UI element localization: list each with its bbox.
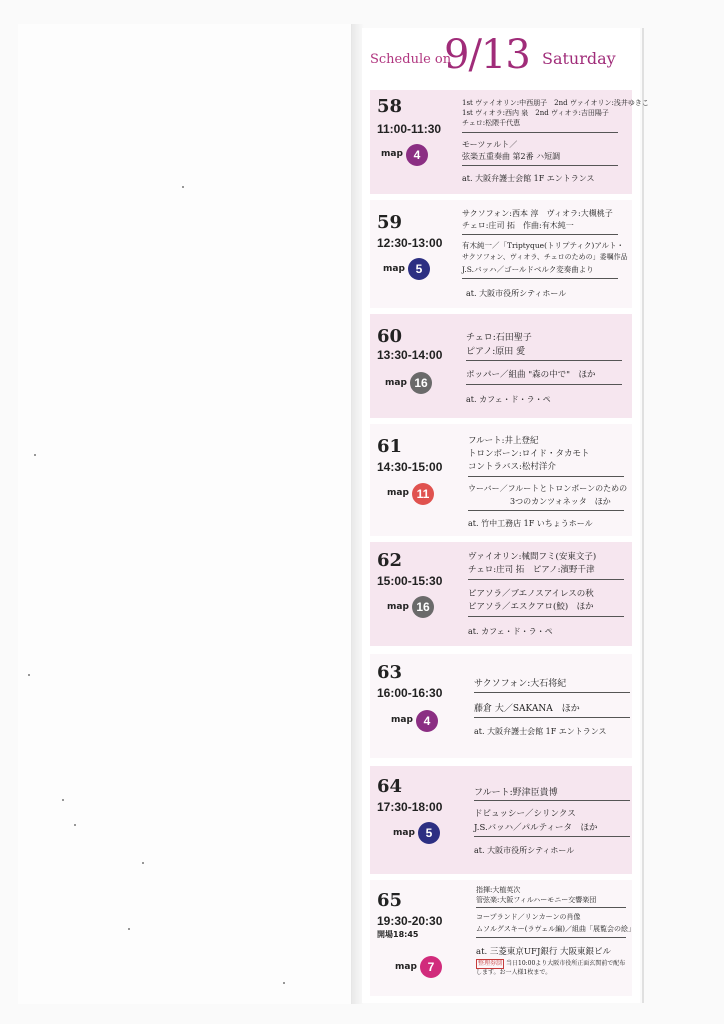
event-card [370,424,632,536]
event-number: 63 [377,662,403,683]
event-card [370,314,632,418]
performer-line: ヴァイオリン:械間フミ(安東文子) [468,552,597,562]
doors-open: 開場18:45 [377,930,419,939]
performer-line: チェロ:庄司 拓 ピアノ:濱野千津 [468,565,595,575]
ticket-note [476,959,625,977]
scan-speck [28,674,30,676]
performer-line: フルート:野津臣貴博 [474,788,558,798]
event-card [370,766,632,874]
divider [474,800,630,801]
divider [474,692,630,693]
divider [474,717,630,718]
map-badge[interactable]: 5 [418,822,440,844]
program-line: 弦楽五重奏曲 第2番 ハ短調 [462,152,561,161]
venue: at. 大阪弁護士会館 1F エントランス [462,174,595,183]
venue: at. 三菱東京UFJ銀行 大阪東銀ビル [476,947,612,957]
performer-line: 1st ヴィオラ:西内 泉 2nd ヴィオラ:吉田陽子 [462,109,609,117]
scan-speck [142,862,144,864]
divider [468,616,624,617]
program-line: 3つのカンツォネッタ ほか [510,497,611,506]
event-number: 61 [377,436,403,457]
scan-speck [62,799,64,801]
divider [476,907,626,908]
event-time: 11:00-11:30 [377,122,442,136]
divider [476,937,626,938]
divider [466,360,622,361]
program-line: ウーバー／フルートとトロンボーンのための [468,484,628,493]
performer-line: チェロ:庄司 拓 作曲:有木純一 [462,221,574,230]
performer-line: トロンボーン:ロイド・タカモト [468,449,590,459]
event-number: 60 [377,326,403,347]
map-badge[interactable]: 16 [412,596,434,618]
program-line: 藤倉 大／SAKANA ほか [474,704,580,714]
map-label: map [395,962,417,972]
venue: at. カフェ・ド・ラ・ペ [466,395,551,404]
ticket-stamp: 整理券制 [478,960,503,967]
performer-line: 1st ヴァイオリン:中西朋子 2nd ヴァイオリン:浅井ゆきこ [462,99,649,107]
divider [462,234,618,235]
event-time: 17:30-18:00 [377,800,443,814]
event-card [370,542,632,646]
event-card [370,200,632,308]
map-badge[interactable]: 4 [406,144,428,166]
schedule-label: Schedule on [370,52,452,67]
scan-speck [74,824,76,826]
event-time: 16:00-16:30 [377,686,443,700]
program-line: ドビュッシー／シリンクス [474,809,576,819]
program-line: J.S.バッハ／パルティータ ほか [474,823,598,833]
program-line: J.S.バッハ／ゴールドベルク変奏曲より [462,265,594,274]
event-time: 12:30-13:00 [377,236,443,250]
program-line: ピアソラ／ブエノスアイレスの秋 [468,589,594,599]
divider [466,384,622,385]
event-card [370,654,632,758]
program-line: モーツァルト／ [462,140,518,149]
performer-line: チェロ:松隈千代恵 [462,119,521,127]
venue: at. 大阪市役所シティホール [466,289,567,298]
divider [468,510,624,511]
scan-speck [283,982,285,984]
program-line: サクソフォン、ヴィオラ、チェロのための」委嘱作品 [462,253,628,261]
map-label: map [383,264,405,274]
ticket-note-line: します。お一人様1枚まで。 [476,969,552,976]
event-number: 64 [377,776,403,797]
map-label: map [391,715,413,725]
scan-speck [182,186,184,188]
map-label: map [393,828,415,838]
map-badge[interactable]: 4 [416,710,438,732]
scan-speck [128,928,130,930]
map-label: map [381,149,403,159]
divider [462,132,618,133]
map-label: map [387,602,409,612]
ticket-note-line: 当日10:00より大阪市役所正面玄関前で配布 [506,960,626,967]
divider [468,476,624,477]
divider [462,165,618,166]
divider [468,579,624,580]
performer-line: コントラバス:松村洋介 [468,462,556,472]
event-time: 19:30-20:30 [377,914,443,928]
left-page [18,24,352,1004]
divider [462,278,618,279]
performer-line: サクソフォン:西本 淳 ヴィオラ:大槻桃子 [462,209,613,218]
strip-edge [642,28,644,1003]
schedule-weekday: Saturday [542,49,616,68]
event-number: 65 [377,890,403,911]
event-number: 62 [377,550,403,571]
map-badge[interactable]: 16 [410,372,432,394]
performer-line: サクソフォン:大石将紀 [474,679,567,689]
program-line: ムソルグスキー(ラヴェル編)／組曲「展覧会の絵」 [476,925,635,933]
event-number: 59 [377,212,403,233]
performer-line: チェロ:石田聖子 [466,333,532,343]
divider [474,836,630,837]
map-badge[interactable]: 11 [412,483,434,505]
performer-line: フルート:井上登紀 [468,436,539,446]
venue: at. 大阪市役所シティホール [474,846,575,855]
map-badge[interactable]: 7 [420,956,442,978]
event-time: 15:00-15:30 [377,574,443,588]
schedule-date: 9/13 [444,32,530,78]
program-line: コープランド／リンカーンの肖像 [476,913,581,921]
program-line: ピアソラ／エスクアロ(鮫) ほか [468,602,594,612]
map-badge[interactable]: 5 [408,258,430,280]
scan-speck [34,454,36,456]
venue: at. カフェ・ド・ラ・ペ [468,627,553,636]
performer-line: 管弦楽:大阪フィルハーモニー交響楽団 [476,896,597,904]
schedule-header [370,32,630,86]
venue: at. 竹中工務店 1F いちょうホール [468,519,593,528]
performer-line: 指揮:大植英次 [476,886,521,894]
event-number: 58 [377,96,403,117]
map-label: map [387,488,409,498]
program-line: ポッパー／組曲 "森の中で" ほか [466,370,596,380]
event-card [370,90,649,194]
map-label: map [385,378,407,388]
program-line: 有木純一／「Triptyque(トリプティク)アルト・ [462,241,625,250]
event-card [370,880,635,996]
event-time: 13:30-14:00 [377,348,443,362]
performer-line: ピアノ:原田 愛 [466,347,526,357]
event-time: 14:30-15:00 [377,460,443,474]
venue: at. 大阪弁護士会館 1F エントランス [474,727,607,736]
